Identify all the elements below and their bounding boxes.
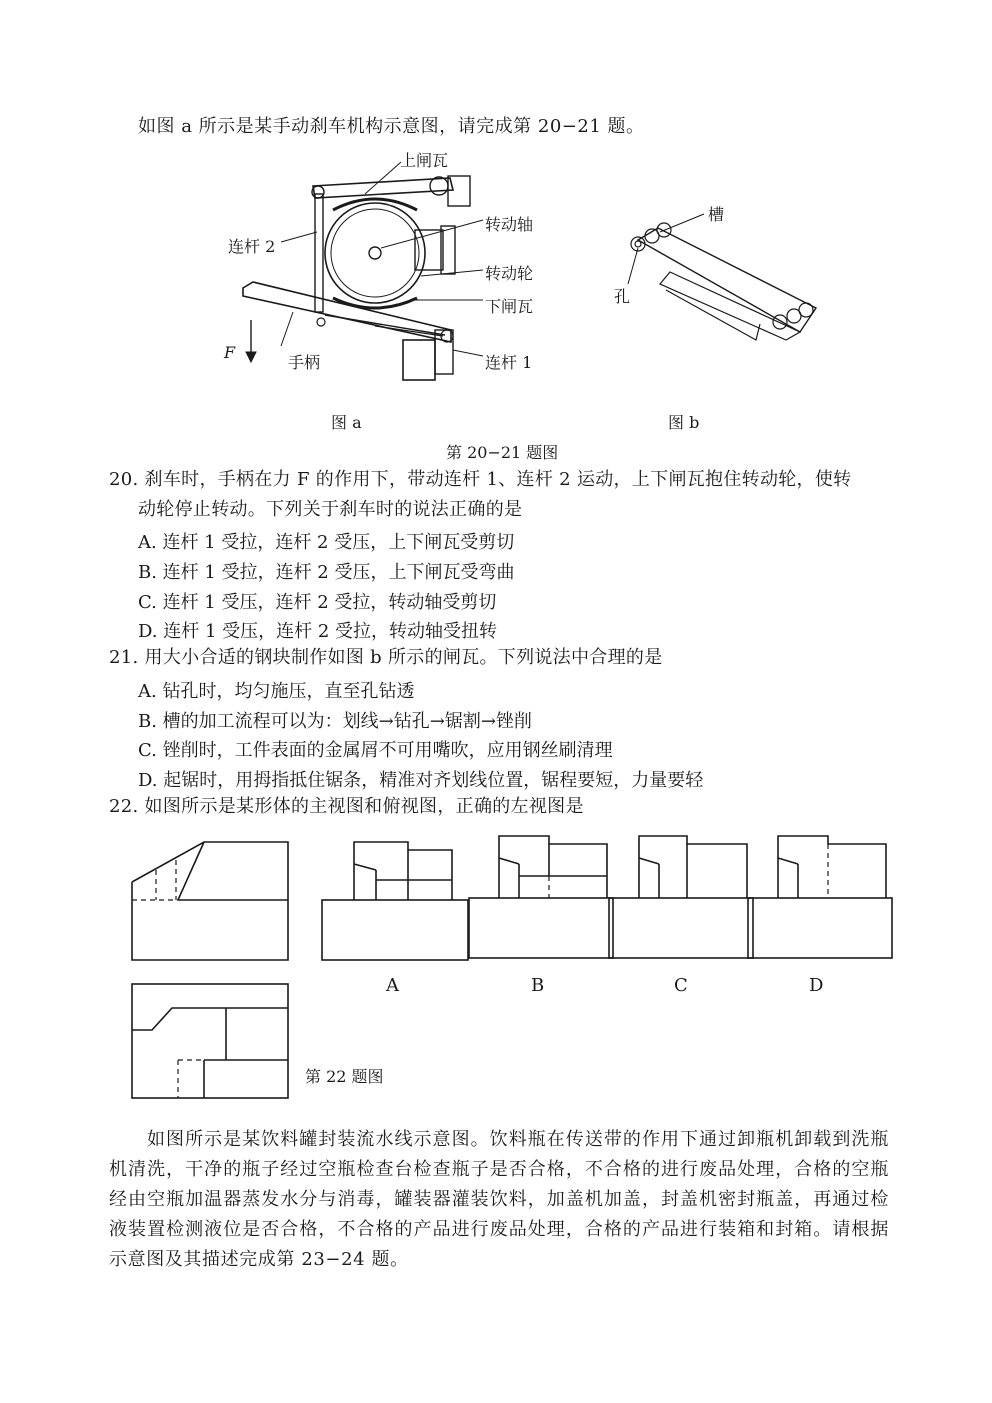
choice-d-drawing[interactable]: [746, 832, 896, 962]
choice-b-drawing[interactable]: [467, 832, 617, 962]
caption-figure-22: 第 22 题图: [305, 1067, 384, 1086]
q20-option-d[interactable]: D. 连杆 1 受压，连杆 2 受拉，转动轴受扭转: [138, 621, 498, 642]
front-view-drawing: [130, 838, 290, 962]
caption-figure-20-21: 第 20−21 题图: [446, 443, 559, 462]
choice-a-drawing[interactable]: [320, 838, 470, 962]
top-view-drawing: [130, 982, 290, 1100]
label-link-2: 连杆 2: [228, 237, 276, 256]
label-force-f: F: [224, 343, 236, 362]
label-hole: 孔: [614, 287, 631, 306]
q21-option-a[interactable]: A. 钻孔时，均匀施压，直至孔钻透: [138, 681, 415, 702]
intro-q20-21: 如图 a 所示是某手动刹车机构示意图，请完成第 20−21 题。: [138, 116, 645, 137]
q21-option-d[interactable]: D. 起锯时，用拇指抵住锯条，精准对齐划线位置，锯程要短，力量要轻: [138, 770, 704, 791]
choice-label-d[interactable]: D: [809, 975, 824, 996]
label-upper-shoe: 上闸瓦: [400, 151, 449, 170]
caption-fig-a: 图 a: [331, 413, 362, 432]
choice-label-a[interactable]: A: [386, 975, 399, 996]
q20-option-c[interactable]: C. 连杆 1 受压，连杆 2 受拉，转动轴受剪切: [138, 592, 497, 613]
choice-label-b[interactable]: B: [531, 975, 545, 996]
label-shaft: 转动轴: [485, 215, 534, 234]
q21-stem: 21. 用大小合适的钢块制作如图 b 所示的闸瓦。下列说法中合理的是: [109, 647, 663, 668]
q21-option-c[interactable]: C. 锉削时，工件表面的金属屑不可用嘴吹，应用钢丝刷清理: [138, 740, 613, 761]
q20-option-a[interactable]: A. 连杆 1 受拉，连杆 2 受压，上下闸瓦受剪切: [138, 532, 515, 553]
caption-fig-b: 图 b: [668, 413, 700, 432]
choice-label-c[interactable]: C: [674, 975, 688, 996]
intro-q23-24: 如图所示是某饮料罐封装流水线示意图。饮料瓶在传送带的作用下通过卸瓶机卸载到洗瓶机清洗，干净的瓶子经过空瓶检查台检查瓶子是否合格，不合格的进行废品处理，合格的空瓶经由空瓶加温器蒸发水分与消毒，罐装器灌装饮料，加盖机加盖，封盖机密封瓶盖，再通过检液装置检测液位是否合格，不合格的产品进行废品处理，合格的产品进行装箱和封箱。请根据示意图及其描述完成第 23−24 题。: [109, 1129, 889, 1270]
q20-option-b[interactable]: B. 连杆 1 受拉，连杆 2 受压，上下闸瓦受弯曲: [138, 562, 515, 583]
choice-c-drawing[interactable]: [607, 832, 757, 962]
label-slot: 槽: [708, 205, 725, 224]
q20-stem-line2: 动轮停止转动。下列关于刹车时的说法正确的是: [138, 499, 523, 520]
q21-option-b[interactable]: B. 槽的加工流程可以为：划线→钻孔→锯割→锉削: [138, 711, 532, 732]
label-wheel: 转动轮: [485, 264, 534, 283]
label-handle: 手柄: [288, 353, 321, 372]
label-lower-shoe: 下闸瓦: [485, 297, 534, 316]
q20-stem-line1: 20. 刹车时，手柄在力 F 的作用下，带动连杆 1、连杆 2 运动，上下闸瓦抱住转动轮，使转: [109, 469, 852, 490]
label-link-1: 连杆 1: [485, 353, 533, 372]
q22-stem: 22. 如图所示是某形体的主视图和俯视图，正确的左视图是: [109, 796, 584, 817]
